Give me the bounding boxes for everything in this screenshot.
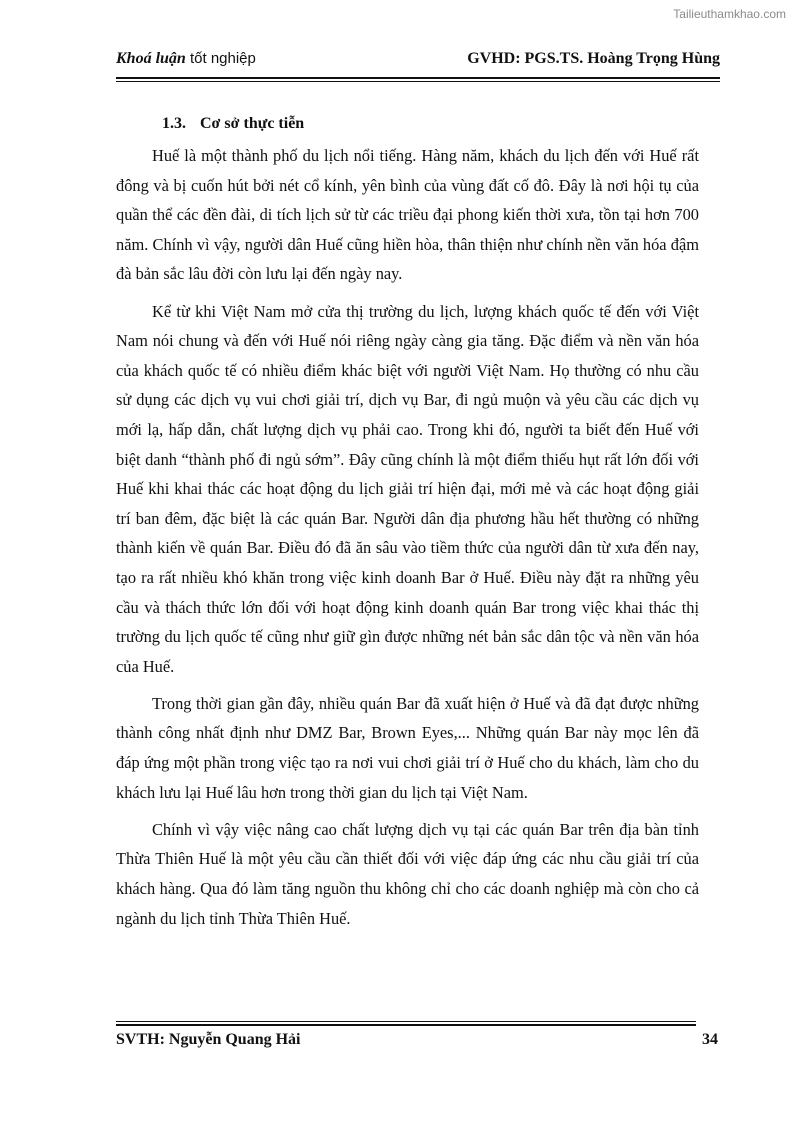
- header-thesis-label: Khoá luận: [116, 50, 186, 67]
- paragraph: Kể từ khi Việt Nam mở cửa thị trường du lịch, lượng khách quốc tế đến với Việt Nam nói chung và đến với Huế nói riêng ngày càng gia tăng. Đặc điểm và nền văn hóa của khách quốc tế có nhiều điểm khác biệt với người Việt Nam. Họ thường có nhu cầu sử dụng các dịch vụ vui chơi giải trí, dịch vụ Bar, đi ngủ muộn và yêu cầu các dịch vụ mới lạ, hấp dẫn, chất lượng dịch vụ phải cao. Trong khi đó, người ta biết đến Huế với biệt danh “thành phố đi ngủ sớm”. Đây cũng chính là một điểm thiếu hụt rất lớn đối với Huế khi khai thác các hoạt động du lịch giải trí hiện đại, mới mẻ và các hoạt động giải trí ban đêm, đặc biệt là các quán Bar. Người dân địa phương hầu hết thường có những thành kiến về quán Bar. Điều đó đã ăn sâu vào tiềm thức của người dân từ xưa đến nay, tạo ra rất nhiều khó khăn trong việc kinh doanh Bar ở Huế. Điều này đặt ra những yêu cầu và thách thức lớn đối với hoạt động kinh doanh quán Bar trong việc khai thác thị trường du lịch quốc tế cũng như giữ gìn được những nét bản sắc dân tộc và nền văn hóa của Huế.: [116, 301, 699, 676]
- paragraph: Chính vì vậy việc nâng cao chất lượng dịch vụ tại các quán Bar trên địa bàn tỉnh Thừa Thiên Huế là một yêu cầu cần thiết đối với việc đáp ứng các nhu cầu giải trí của khách hàng. Qua đó làm tăng nguồn thu không chỉ cho các doanh nghiệp mà còn cho cả ngành du lịch tỉnh Thừa Thiên Huế.: [116, 819, 699, 928]
- paragraph: Trong thời gian gần đây, nhiều quán Bar đã xuất hiện ở Huế và đã đạt được những thành công nhất định như DMZ Bar, Brown Eyes,... Những quán Bar này mọc lên đã đáp ứng một phần trong việc tạo ra nơi vui chơi giải trí ở Huế cho du khách, làm cho du khách lưu lại Huế lâu hơn trong thời gian du lịch tại Việt Nam.: [116, 693, 699, 802]
- page-number: 34: [702, 1031, 718, 1048]
- watermark: Tailieuthamkhao.com: [673, 7, 786, 21]
- body-content: [116, 141, 699, 941]
- header-left: [116, 50, 256, 68]
- footer-rule-thick: [116, 1024, 696, 1026]
- paragraph: Huế là một thành phố du lịch nổi tiếng. Hàng năm, khách du lịch đến với Huế rất đông và bị cuốn hút bởi nét cổ kính, yên bình của vùng đất cố đô. Đây là nơi hội tụ của quần thể các đền đài, di tích lịch sử từ các triều đại phong kiến thời xưa, tồn tại hơn 700 năm. Chính vì vậy, người dân Huế cũng hiền hòa, thân thiện như chính nền văn hóa đậm đà bản sắc lâu đời còn lưu lại đến ngày nay.: [116, 146, 699, 284]
- header-thesis-label-rest: tốt nghiệp: [185, 50, 256, 67]
- section-heading: [162, 115, 304, 133]
- header-rule-thin: [116, 81, 720, 82]
- footer-author: SVTH: Nguyễn Quang Hải: [116, 1031, 301, 1048]
- footer-rule-thin: [116, 1021, 696, 1022]
- header-supervisor: GVHD: PGS.TS. Hoàng Trọng Hùng: [467, 50, 720, 67]
- section-number: 1.3.: [162, 115, 186, 132]
- page-header: [116, 47, 720, 73]
- header-rule-thick: [116, 77, 720, 79]
- section-title: Cơ sở thực tiễn: [200, 115, 305, 132]
